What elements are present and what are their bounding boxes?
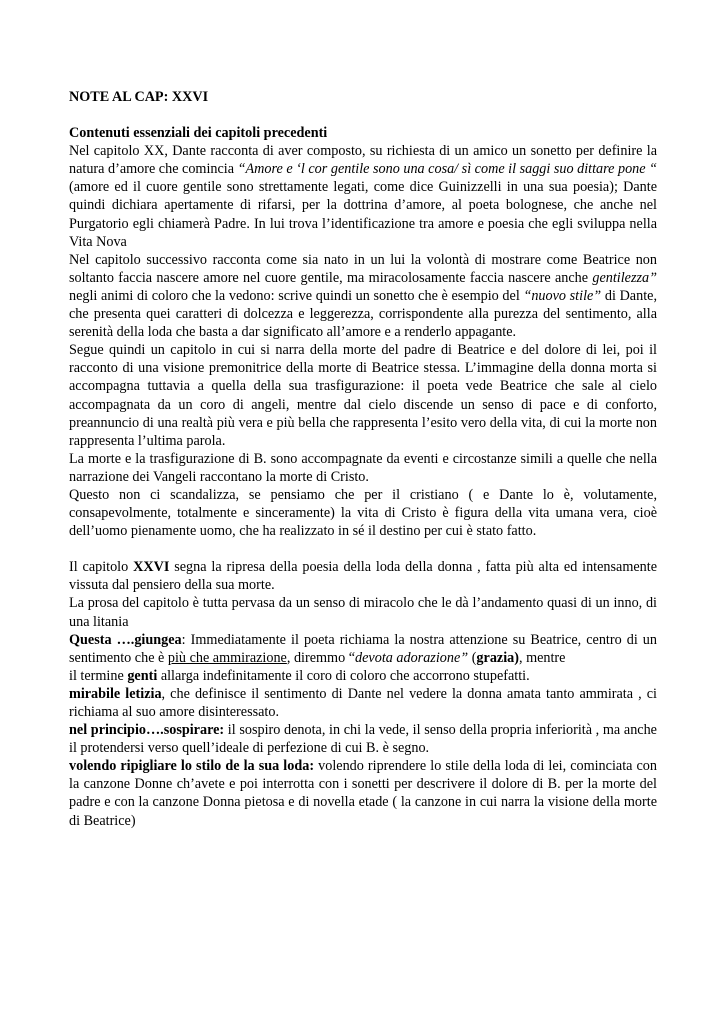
bold-term-genti: genti bbox=[127, 667, 158, 684]
document-title: NOTE AL CAP: XXVI bbox=[69, 89, 209, 105]
paragraph-prose-miracle: La prosa del capitolo è tutta pervasa da un senso di miracolo che le dà l’andamento quasi di un inno, di una litania bbox=[69, 595, 657, 630]
gloss-volendo-ripigliare bbox=[69, 757, 657, 829]
text-run: il sospiro denota, in chi la vede, il senso della propria inferiorità , ma anche il protendersi verso quell’ideale di perfezione di cui B. è segno. bbox=[69, 722, 657, 757]
text-run: Nel capitolo XX, Dante racconta di aver composto, su richiesta di un amico un sonetto per definire la natura d’amore che comincia bbox=[69, 143, 657, 178]
paragraph-chapter-xxi bbox=[69, 251, 657, 341]
text-run: negli animi di coloro che la vedono: scrive quindi un sonetto che è esempio del bbox=[69, 287, 524, 304]
gloss-head: volendo ripigliare lo stilo de la sua loda: bbox=[69, 758, 315, 775]
document-page bbox=[69, 88, 657, 830]
paragraph-christian-view: Questo non ci scandalizza, se pensiamo che per il cristiano ( e Dante lo è, volutamente, consapevolmente, totalmente e sinceramente) la vita di Cristo è figura della vita umana vera, cioè dell’uomo pienamente uomo, che ha realizzato in sé il destino per cui è stato fatto. bbox=[69, 486, 657, 540]
underlined-phrase: più che ammirazione bbox=[167, 649, 287, 666]
gloss-nel-principio bbox=[69, 721, 657, 757]
paragraph-chapter-xxvi bbox=[69, 558, 657, 594]
text-run: : Immediatamente il poeta richiama la nostra attenzione su Beatrice, centro di un sentimento che è bbox=[69, 631, 657, 666]
text-run: segna la ripresa della poesia della loda della donna , fatta più alta ed intensamente vissuta dal pensiero della sua morte. bbox=[69, 559, 657, 594]
term-nuovo-stile: “nuovo stile” bbox=[523, 287, 602, 304]
italic-phrase: devota adorazione” bbox=[355, 649, 469, 666]
text-run: , mentre bbox=[518, 649, 566, 666]
section-heading: Contenuti essenziali dei capitoli precedenti bbox=[69, 125, 328, 142]
text-run: volendo riprendere lo stile della loda di lei, cominciata con la canzone Donne ch’avete e poi interrotta con i sonetti per descrivere il dolore di B. per la morte del padre e con la canzone Donna pietosa e di novella etade ( la canzone in cui narra la visione della morte di Beatrice) bbox=[69, 758, 657, 829]
chapter-number: XXVI bbox=[133, 559, 170, 576]
text-run: Il capitolo bbox=[69, 559, 134, 576]
gloss-head: mirabile letizia bbox=[69, 685, 162, 702]
paragraph-death-vision: Segue quindi un capitolo in cui si narra della morte del padre di Beatrice e del dolore di lei, poi il racconto di una visione premonitrice della morte di Beatrice stessa. L’immagine della donna morta si accompagna tuttavia a quella della sua trasfigurazione: il poeta vede Beatrice che sale al cielo accompagnata da un coro di angeli, mentre dal cielo discende un senso di pace e di conforto, preannuncio di una realtà più vera e più bella che rappresenta l’esito vero della vita, di cui la morte non rappresenta l’ultima parola. bbox=[69, 342, 657, 449]
text-run: (amore ed il cuore gentile sono strettamente legati, come dice Guinizzelli in una sua poesia); Dante quindi dichiara apertamente di rifarsi, per la dottrina d’amore, al poeta bolognese, che anche nel Purgatorio egli chiamerà Padre. In lui trova l’identificazione tra amore e poesia che egli sviluppa nella Vita Nova bbox=[69, 179, 657, 250]
text-run: di Dante, che presenta quei caratteri di dolcezza e leggerezza, corrispondente alla purezza del sentimento, alla serenità della loda che basta a dar significato all’amore e a renderlo appagante. bbox=[69, 287, 657, 341]
gloss-questa-giungea bbox=[69, 631, 657, 667]
gloss-mirabile-letizia bbox=[69, 685, 657, 721]
paragraph-gap bbox=[69, 540, 657, 558]
term-gentilezza: gentilezza” bbox=[592, 269, 657, 286]
bold-term-grazia: grazia) bbox=[476, 649, 519, 666]
paragraph-chapter-xx bbox=[69, 142, 657, 251]
gloss-head: Questa ….giungea bbox=[69, 631, 182, 648]
text-run: ( bbox=[468, 649, 477, 666]
text-run: Nel capitolo successivo racconta come sia nato in un lui la volontà di mostrare come Beatrice non soltanto faccia nascere amore nel cuore gentile, ma miracolosamente faccia nascere anche bbox=[69, 251, 657, 286]
text-run: allarga indefinitamente il coro di coloro che accorrono stupefatti. bbox=[157, 667, 530, 684]
paragraph-transfiguration: La morte e la trasfigurazione di B. sono accompagnate da eventi e circostanze simili a quelle che nella narrazione dei Vangeli raccontano la morte di Cristo. bbox=[69, 450, 657, 485]
text-run: , diremmo “ bbox=[286, 649, 356, 666]
text-run: il termine bbox=[69, 667, 128, 684]
gloss-genti bbox=[69, 667, 657, 685]
quote-amore-cor-gentile: “Amore e ‘l cor gentile sono una cosa/ sì come il saggi suo dittare pone “ bbox=[237, 161, 658, 178]
gloss-head: nel principio….sospirare: bbox=[69, 722, 225, 739]
text-run: , che definisce il sentimento di Dante nel vedere la donna amata tanto ammirata , ci richiama al suo amore disinteressato. bbox=[69, 685, 657, 720]
